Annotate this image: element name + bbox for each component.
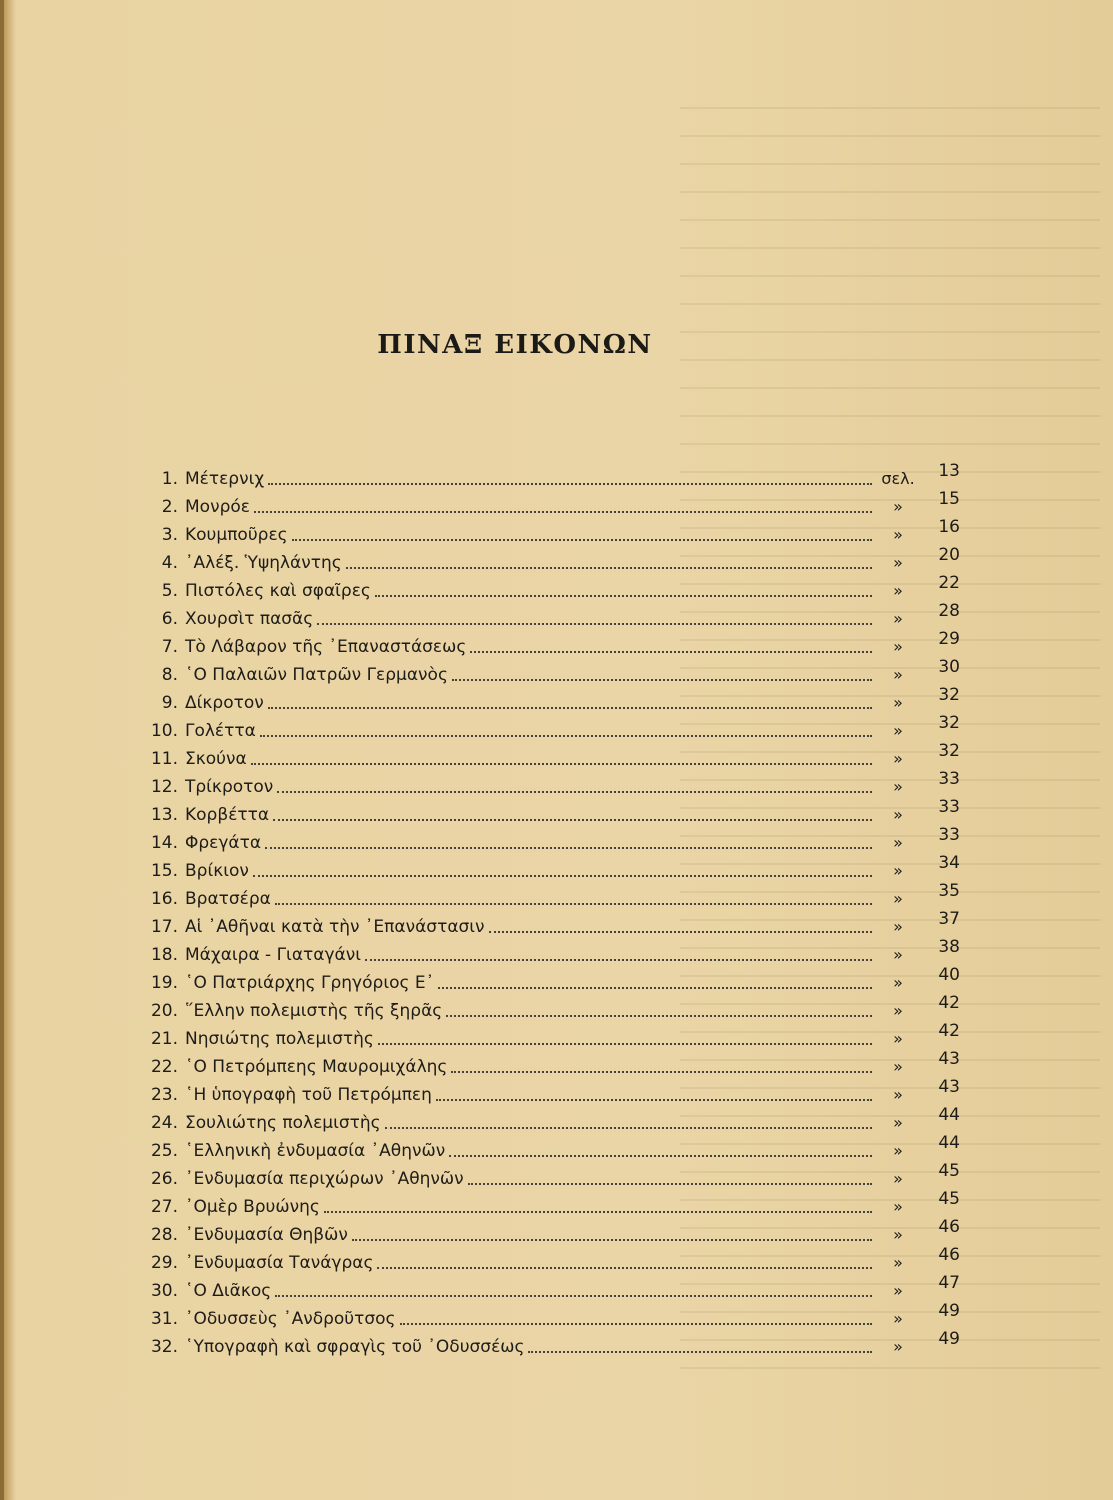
entry-title: Φρεγάτα xyxy=(185,833,262,853)
page-number: 46 xyxy=(938,1217,960,1237)
list-item xyxy=(130,490,960,518)
list-item xyxy=(130,630,960,658)
dot-leader xyxy=(317,623,872,625)
list-item xyxy=(130,882,960,910)
page-number: 44 xyxy=(938,1105,960,1125)
entry-title: Μάχαιρα - Γιαταγάνι xyxy=(185,945,361,965)
page-marker: » xyxy=(893,525,903,544)
entry-number: 32. xyxy=(150,1337,178,1357)
page-marker: » xyxy=(893,1197,903,1216)
entry-number: 30. xyxy=(150,1281,178,1301)
entry-title: ῾Ο Πετρόμπεης Μαυρομιχάλης xyxy=(185,1057,448,1077)
page-number: 13 xyxy=(938,461,960,481)
page-marker: » xyxy=(893,777,903,796)
dot-leader xyxy=(365,959,872,961)
entry-title: Κουμποῦρες xyxy=(185,525,288,545)
entry-number: 13. xyxy=(150,805,178,825)
entry-number: 12. xyxy=(150,777,178,797)
list-item xyxy=(130,798,960,826)
entry-number: 19. xyxy=(150,973,178,993)
dot-leader xyxy=(449,1155,872,1157)
page-marker: » xyxy=(893,805,903,824)
page-marker: » xyxy=(893,917,903,936)
dot-leader xyxy=(275,903,872,905)
page-number: 15 xyxy=(938,489,960,509)
list-item xyxy=(130,910,960,938)
list-item xyxy=(130,1190,960,1218)
page-number: 38 xyxy=(938,937,960,957)
entry-number: 31. xyxy=(150,1309,178,1329)
page-marker: » xyxy=(893,665,903,684)
dot-leader xyxy=(468,1183,872,1185)
entry-title: Αἱ ᾽Αθῆναι κατὰ τὴν ᾽Επανάστασιν xyxy=(185,917,485,937)
list-item xyxy=(130,994,960,1022)
page-marker: » xyxy=(893,553,903,572)
entry-number: 28. xyxy=(150,1225,178,1245)
list-item xyxy=(130,1050,960,1078)
dot-leader xyxy=(489,931,872,933)
dot-leader xyxy=(378,1043,872,1045)
entry-number: 5. xyxy=(161,581,178,601)
entry-title: ᾽Ενδυμασία Τανάγρας xyxy=(185,1253,374,1273)
page-number: 32 xyxy=(938,685,960,705)
page-number: 42 xyxy=(938,1021,960,1041)
list-item xyxy=(130,854,960,882)
entry-number: 2. xyxy=(161,497,178,517)
list-item xyxy=(130,826,960,854)
list-item xyxy=(130,574,960,602)
dot-leader xyxy=(273,819,872,821)
entry-title: ῾Ο Παλαιῶν Πατρῶν Γερμανὸς xyxy=(185,665,448,685)
list-item xyxy=(130,602,960,630)
page-marker: » xyxy=(893,721,903,740)
entry-number: 6. xyxy=(161,609,178,629)
list-item xyxy=(130,1274,960,1302)
page-marker: » xyxy=(893,1141,903,1160)
list-item xyxy=(130,1162,960,1190)
page-marker: » xyxy=(893,1029,903,1048)
dot-leader xyxy=(385,1127,872,1129)
page-number: 20 xyxy=(938,545,960,565)
dot-leader xyxy=(292,539,872,541)
page-number: 43 xyxy=(938,1077,960,1097)
dot-leader xyxy=(254,511,872,513)
page-marker: » xyxy=(893,1281,903,1300)
page-number: 42 xyxy=(938,993,960,1013)
dot-leader xyxy=(377,1267,872,1269)
entry-number: 7. xyxy=(161,637,178,657)
dot-leader xyxy=(260,735,872,737)
entry-title: Γολέττα xyxy=(185,721,256,741)
page-number: 22 xyxy=(938,573,960,593)
dot-leader xyxy=(436,1099,872,1101)
figure-index-list xyxy=(130,462,960,1358)
list-item xyxy=(130,966,960,994)
page-number: 28 xyxy=(938,601,960,621)
page-marker: » xyxy=(893,889,903,908)
entry-title: ᾽Αλέξ. Ὑψηλάντης xyxy=(185,553,342,573)
entry-number: 17. xyxy=(150,917,178,937)
page-number: 49 xyxy=(938,1301,960,1321)
list-item xyxy=(130,1246,960,1274)
page-marker: » xyxy=(893,1113,903,1132)
page-marker: » xyxy=(893,693,903,712)
entry-title: ᾽Οδυσσεὺς ᾽Ανδροῦτσος xyxy=(185,1309,396,1329)
page-number: 33 xyxy=(938,769,960,789)
list-item xyxy=(130,462,960,490)
page-marker: » xyxy=(893,1309,903,1328)
page-marker: » xyxy=(893,1085,903,1104)
dot-leader xyxy=(324,1211,872,1213)
entry-number: 8. xyxy=(161,665,178,685)
page-number: 35 xyxy=(938,881,960,901)
page-number: 46 xyxy=(938,1245,960,1265)
dot-leader xyxy=(346,567,872,569)
page-marker: » xyxy=(893,1253,903,1272)
page-marker: » xyxy=(893,637,903,656)
page-number: 29 xyxy=(938,629,960,649)
dot-leader xyxy=(528,1351,872,1353)
entry-title: ῾Υπογραφὴ καὶ σφραγὶς τοῦ ᾽Οδυσσέως xyxy=(185,1337,525,1357)
dot-leader xyxy=(251,763,872,765)
entry-title: ᾽Ομὲρ Βρυώνης xyxy=(185,1197,320,1217)
list-item xyxy=(130,1302,960,1330)
entry-title: Μονρόε xyxy=(185,497,250,517)
entry-number: 21. xyxy=(150,1029,178,1049)
page-title: ΠΙΝΑΞ ΕΙΚΟΝΩΝ xyxy=(377,330,653,360)
list-item xyxy=(130,742,960,770)
page-number: 16 xyxy=(938,517,960,537)
page-number: 37 xyxy=(938,909,960,929)
entry-title: Σκούνα xyxy=(185,749,247,769)
entry-title: ῾Η ὑπογραφὴ τοῦ Πετρόμπεη xyxy=(185,1085,432,1105)
dot-leader xyxy=(400,1323,872,1325)
entry-title: Μέτερνιχ xyxy=(185,469,265,489)
page-number: 43 xyxy=(938,1049,960,1069)
page-marker: σελ. xyxy=(881,469,915,488)
page-number: 49 xyxy=(938,1329,960,1349)
list-item xyxy=(130,546,960,574)
list-item xyxy=(130,938,960,966)
list-item xyxy=(130,686,960,714)
dot-leader xyxy=(352,1239,872,1241)
entry-title: ᾽Ενδυμασία Θηβῶν xyxy=(185,1225,348,1245)
dot-leader xyxy=(438,987,872,989)
entry-number: 25. xyxy=(150,1141,178,1161)
entry-number: 11. xyxy=(150,749,178,769)
entry-number: 29. xyxy=(150,1253,178,1273)
dot-leader xyxy=(451,1071,872,1073)
page-number: 44 xyxy=(938,1133,960,1153)
page-number: 45 xyxy=(938,1189,960,1209)
dot-leader xyxy=(375,595,872,597)
binding-edge xyxy=(0,0,4,1500)
entry-number: 26. xyxy=(150,1169,178,1189)
page-number: 47 xyxy=(938,1273,960,1293)
entry-number: 18. xyxy=(150,945,178,965)
entry-title: Βρατσέρα xyxy=(185,889,271,909)
entry-number: 20. xyxy=(150,1001,178,1021)
page-marker: » xyxy=(893,1337,903,1356)
entry-title: Σουλιώτης πολεμιστὴς xyxy=(185,1113,381,1133)
dot-leader xyxy=(275,1295,872,1297)
list-item xyxy=(130,1330,960,1358)
page-marker: » xyxy=(893,973,903,992)
entry-number: 3. xyxy=(161,525,178,545)
page-marker: » xyxy=(893,833,903,852)
entry-number: 27. xyxy=(150,1197,178,1217)
entry-title: ῾Ο Διᾶκος xyxy=(185,1281,272,1301)
list-item xyxy=(130,714,960,742)
page-marker: » xyxy=(893,1169,903,1188)
list-item xyxy=(130,1022,960,1050)
page-marker: » xyxy=(893,1225,903,1244)
list-item xyxy=(130,1218,960,1246)
entry-number: 1. xyxy=(161,469,178,489)
page-number: 33 xyxy=(938,797,960,817)
dot-leader xyxy=(265,847,872,849)
entry-number: 10. xyxy=(150,721,178,741)
page-marker: » xyxy=(893,749,903,768)
entry-title: ῞Ελλην πολεμιστὴς τῆς ξηρᾶς xyxy=(185,1001,443,1021)
dot-leader xyxy=(253,875,872,877)
page-number: 33 xyxy=(938,825,960,845)
dot-leader xyxy=(452,679,872,681)
entry-number: 24. xyxy=(150,1113,178,1133)
list-item xyxy=(130,770,960,798)
entry-number: 15. xyxy=(150,861,178,881)
entry-number: 9. xyxy=(161,693,178,713)
dot-leader xyxy=(446,1015,872,1017)
page-marker: » xyxy=(893,609,903,628)
page-marker: » xyxy=(893,945,903,964)
list-item xyxy=(130,1106,960,1134)
entry-title: Βρίκιον xyxy=(185,861,249,881)
entry-number: 22. xyxy=(150,1057,178,1077)
entry-title: ῾Ο Πατριάρχης Γρηγόριος Ε᾽ xyxy=(185,973,435,993)
page-number: 32 xyxy=(938,741,960,761)
page-number: 40 xyxy=(938,965,960,985)
page-number: 30 xyxy=(938,657,960,677)
dot-leader xyxy=(277,791,872,793)
entry-title: Τρίκροτον xyxy=(185,777,274,797)
entry-title: Πιστόλες καὶ σφαῖρες xyxy=(185,581,371,601)
list-item xyxy=(130,1078,960,1106)
entry-number: 16. xyxy=(150,889,178,909)
page-number: 32 xyxy=(938,713,960,733)
entry-title: Τὸ Λάβαρον τῆς ᾽Επαναστάσεως xyxy=(185,637,467,657)
list-item xyxy=(130,518,960,546)
entry-title: Δίκροτον xyxy=(185,693,264,713)
entry-title: Νησιώτης πολεμιστὴς xyxy=(185,1029,374,1049)
entry-title: ᾽Ενδυμασία περιχώρων ᾽Αθηνῶν xyxy=(185,1169,464,1189)
dot-leader xyxy=(268,483,872,485)
entry-number: 4. xyxy=(161,553,178,573)
page-marker: » xyxy=(893,1001,903,1020)
entry-number: 23. xyxy=(150,1085,178,1105)
entry-title: Κορβέττα xyxy=(185,805,270,825)
entry-title: ῾Ελληνικὴ ἐνδυμασία ᾽Αθηνῶν xyxy=(185,1141,446,1161)
page-number: 45 xyxy=(938,1161,960,1181)
page-marker: » xyxy=(893,497,903,516)
page-number: 34 xyxy=(938,853,960,873)
page-marker: » xyxy=(893,861,903,880)
entry-number: 14. xyxy=(150,833,178,853)
page-marker: » xyxy=(893,1057,903,1076)
dot-leader xyxy=(470,651,872,653)
entry-title: Χουρσὶτ πασᾶς xyxy=(185,609,314,629)
page-marker: » xyxy=(893,581,903,600)
list-item xyxy=(130,1134,960,1162)
list-item xyxy=(130,658,960,686)
dot-leader xyxy=(268,707,872,709)
